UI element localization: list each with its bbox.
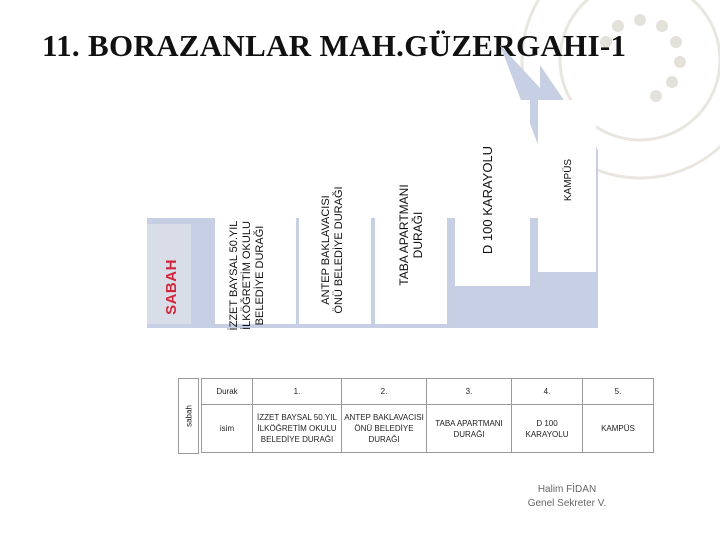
signature-name: Halim FİDAN [537,484,597,495]
stop-number: 5. [583,379,654,405]
stop-number: 3. [427,379,512,405]
table-side-label-text: sabah [184,405,193,427]
stop-name: TABA APARTMANI DURAĞI [427,405,512,453]
stop-number: 1. [253,379,342,405]
row-header-isim: isim [202,405,253,453]
stop-name: İZZET BAYSAL 50.YIL İLKÖĞRETİM OKULU BELEDİYE DURAĞI [253,405,342,453]
table-row [202,405,654,453]
stop-number: 4. [512,379,583,405]
table-row [202,379,654,405]
stop-label-1: İZZET BAYSAL 50.YIL İLKÖĞRETİM OKULU BELEDİYE DURAĞI [227,220,266,331]
stop-number: 2. [342,379,427,405]
stop-label-4: D 100 KARAYOLU [479,145,495,255]
signature-block [512,483,622,511]
signature-role: Genel Sekreter V. [527,498,607,509]
stop-name: D 100 KARAYOLU [512,405,583,453]
stops-table [201,378,654,453]
row-header-durak: Durak [202,379,253,405]
stop-name: KAMPÜS [583,405,654,453]
table-side-label [178,378,199,454]
stop-label-2: ANTEP BAKLAVACISI ÖNÜ BELEDİYE DURAĞI [320,186,345,314]
page-title: 11. BORAZANLAR MAH.GÜZERGAHI-1 [42,28,627,63]
session-label: SABAH [162,259,180,315]
stop-label-5: KAMPÜS [562,158,574,202]
stop-name: ANTEP BAKLAVACISI ÖNÜ BELEDİYE DURAĞI [342,405,427,453]
stop-label-3: TABA APARTMANI DURAĞI [397,184,425,286]
